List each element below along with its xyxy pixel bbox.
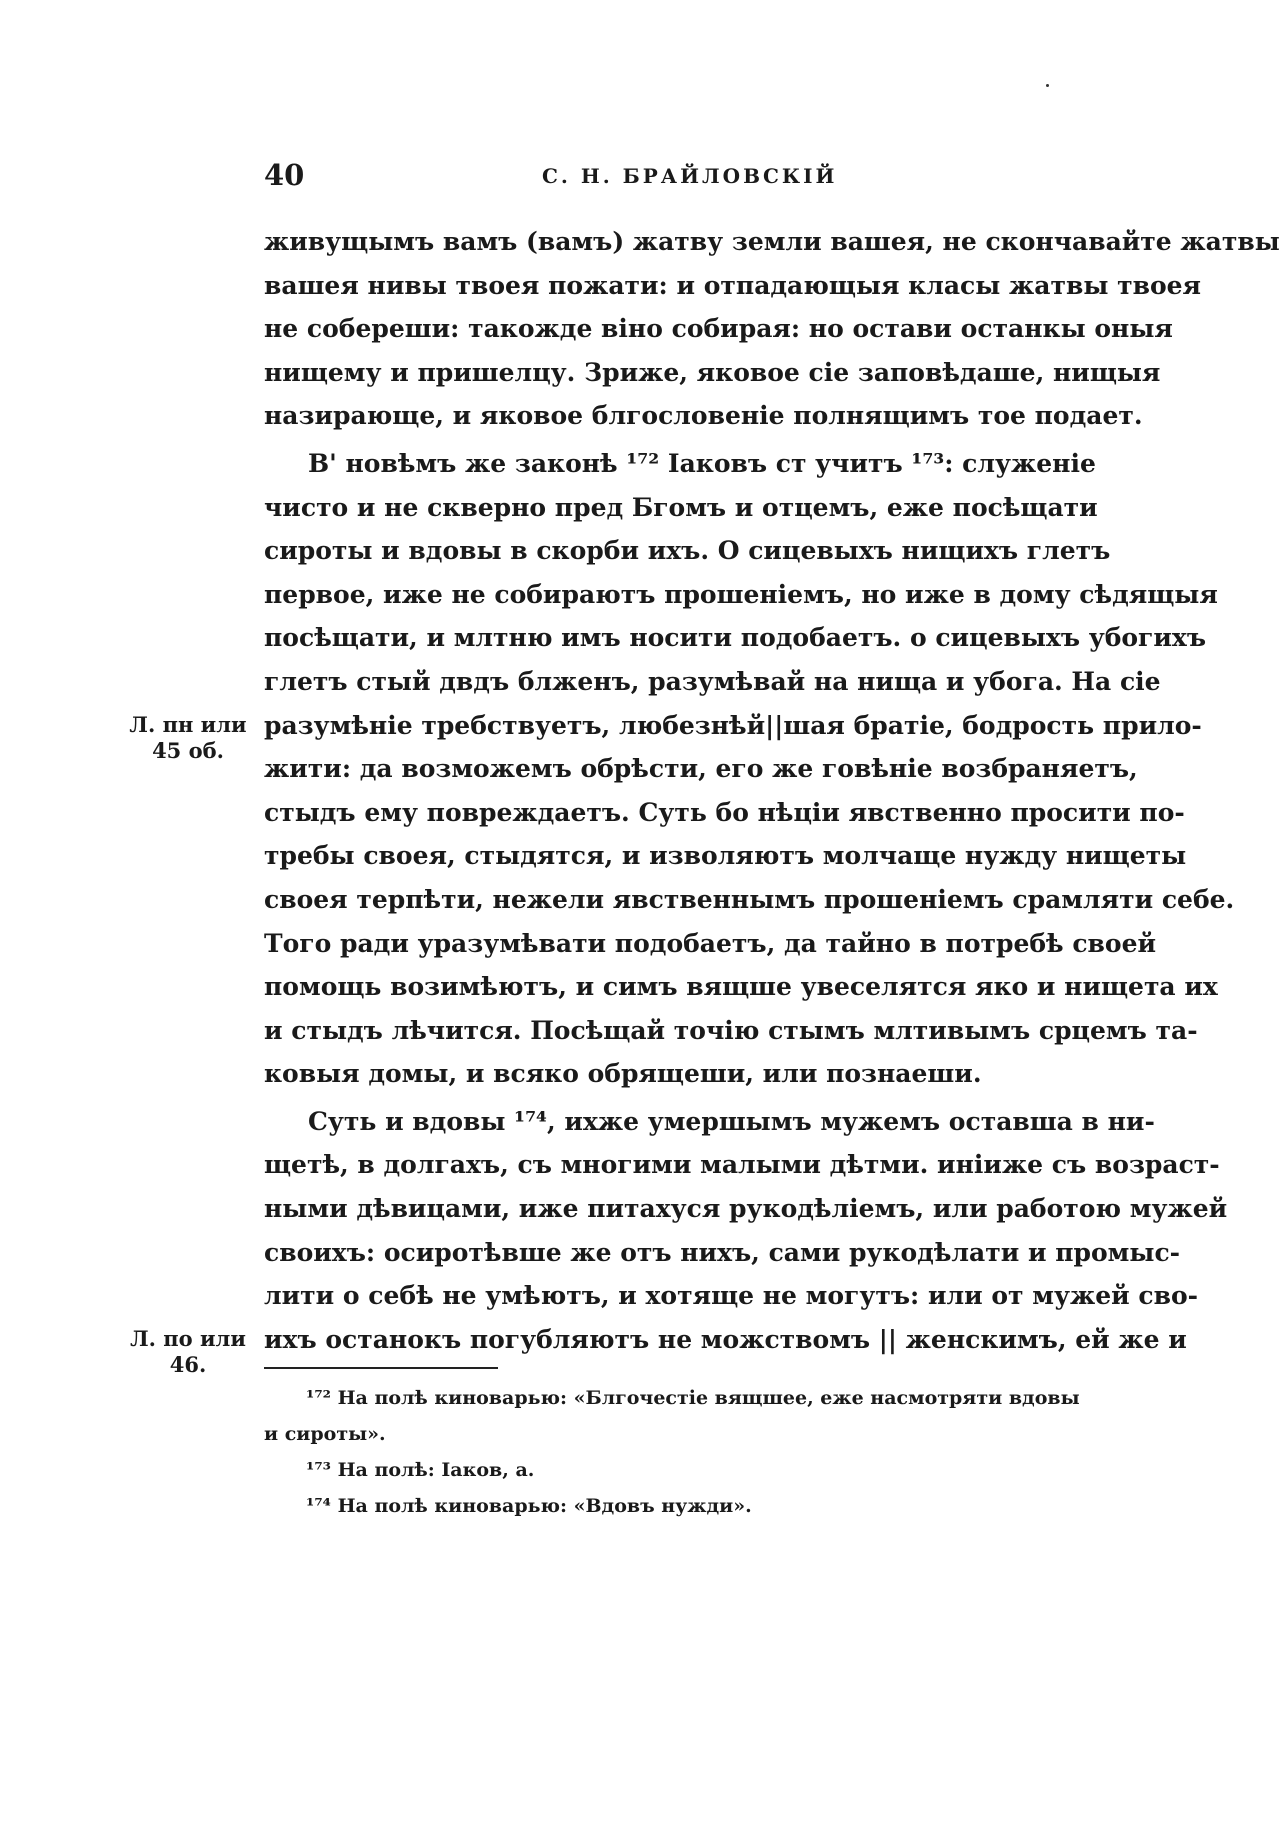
text-line: В' новѣмъ же законѣ ¹⁷² Іаковъ ст учитъ ¹⁷³: служеніе xyxy=(308,448,1096,478)
text-line: жити: да возможемъ обрѣсти, его же говѣніе возбраняетъ, xyxy=(264,754,1138,784)
footnote-174: ¹⁷⁴ На полѣ киноварью: «Вдовъ нужди». xyxy=(306,1495,752,1517)
text-line: нищему и пришелцу. Зриже, яковое сіе заповѣдаше, нищыя xyxy=(264,357,1161,387)
text-line: посѣщати, и млтню имъ носити подобаетъ. о сицевыхъ убогихъ xyxy=(264,623,1206,653)
footnote-173: ¹⁷³ На полѣ: Іаков, а. xyxy=(306,1459,535,1481)
margin-note-line: 45 об. xyxy=(152,738,224,763)
text-line: не собереши: такожде віно собирая: но остави останкы оныя xyxy=(264,314,1173,344)
margin-note-folio-1 xyxy=(128,712,248,764)
text-line: ковыя домы, и всяко обрящеши, или познаеши. xyxy=(264,1059,982,1089)
text-line: своея терпѣти, нежели явственнымъ прошеніемъ срамляти себе. xyxy=(264,884,1235,914)
text-line: чисто и не скверно пред Бгомъ и отцемъ, еже посѣщати xyxy=(264,492,1098,522)
margin-note-folio-2 xyxy=(128,1326,248,1378)
page-header xyxy=(264,158,1044,198)
text-line: Того ради уразумѣвати подобаетъ, да тайно в потребѣ своей xyxy=(264,928,1157,958)
text-line: ными дѣвицами, иже питахуся рукодѣліемъ, или работою мужей xyxy=(264,1194,1228,1224)
text-line: и стыдъ лѣчится. Посѣщай точію стымъ млтивымъ срцемъ та- xyxy=(264,1015,1198,1045)
text-line: Суть и вдовы ¹⁷⁴, ихже умершымъ мужемъ оставша в ни- xyxy=(308,1106,1155,1136)
text-line: сироты и вдовы в скорби ихъ. О сицевыхъ нищихъ глетъ xyxy=(264,536,1111,566)
text-line: первое, иже не собираютъ прошеніемъ, но иже в дому сѣдящыя xyxy=(264,579,1218,609)
main-text xyxy=(264,220,1280,1361)
text-line: щетѣ, в долгахъ, съ многими малыми дѣтми. иніиже съ возраст- xyxy=(264,1150,1220,1180)
text-line: лити о себѣ не умѣютъ, и хотяще не могутъ: или от мужей сво- xyxy=(264,1281,1198,1311)
text-line: вашея нивы твоея пожати: и отпадающыя класы жатвы твоея xyxy=(264,270,1202,300)
text-line: живущымъ вамъ (вамъ) жатву земли вашея, не скончавайте жатвы xyxy=(264,227,1280,256)
margin-note-line: 46. xyxy=(169,1352,207,1377)
margin-note-line: Л. по или xyxy=(130,1326,246,1351)
text-line: своихъ: осиротѣвше же отъ нихъ, сами рукодѣлати и промыс- xyxy=(264,1237,1181,1267)
text-line: помощь возимѣютъ, и симъ вящше увеселятся яко и нищета их xyxy=(264,972,1218,1002)
text-line: назирающе, и яковое блгословеніе полнящимъ тое подает. xyxy=(264,401,1143,431)
footnote-rule xyxy=(264,1367,498,1369)
text-line: стыдъ ему повреждаетъ. Суть бо нѣцiи явственно просити по- xyxy=(264,797,1185,827)
margin-note-line: Л. пн или xyxy=(129,712,247,737)
scan-speck xyxy=(1046,84,1049,87)
text-line: разумѣніе требствуетъ, любезнѣй||шая братіе, бодрость прило- xyxy=(264,710,1202,740)
page-number: 40 xyxy=(264,158,305,192)
footnote-172-cont: и сироты». xyxy=(264,1423,386,1445)
text-line: ихъ останокъ погубляютъ не можствомъ || женскимъ, ей же и xyxy=(264,1324,1187,1354)
text-line: требы своея, стыдятся, и изволяютъ молчаще нужду нищеты xyxy=(264,841,1187,871)
text-line: глетъ стый двдъ блженъ, разумѣвай на нища и убога. На сіе xyxy=(264,666,1161,696)
running-head: С. Н. БРАЙЛОВСКІЙ xyxy=(542,164,838,188)
footnote-172: ¹⁷² На полѣ киноварью: «Блгочестіе вящшее, еже насмотряти вдовы xyxy=(306,1387,1080,1409)
footnotes xyxy=(264,1380,1080,1524)
